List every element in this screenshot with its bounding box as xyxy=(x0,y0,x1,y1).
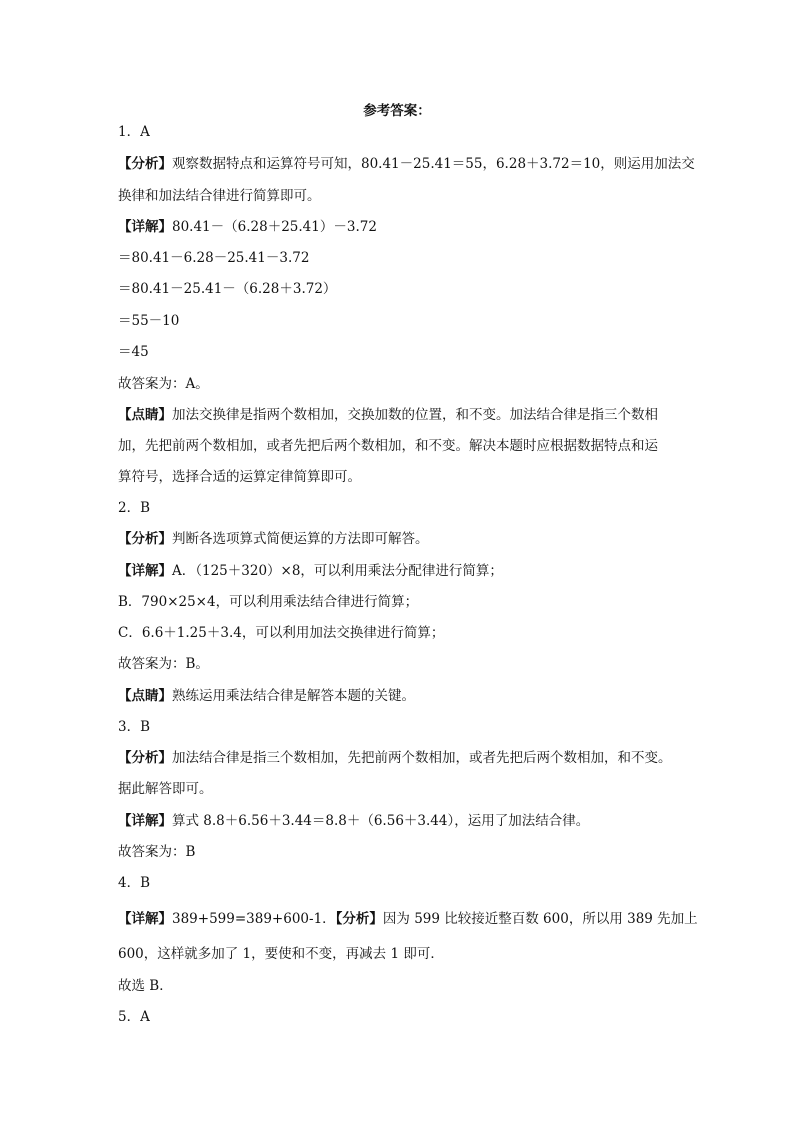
q2-analysis-line xyxy=(118,530,724,548)
q2-analysis-text: 判断各选项算式简便运算的方法即可解答。 xyxy=(172,531,429,547)
q2-detail-text-2: B．790×25×4，可以利用乘法结合律进行简算； xyxy=(118,594,419,610)
q4-analysis-text-2: 600，这样就多加了 1，要使和不变，再减去 1 即可． xyxy=(118,946,444,962)
q3-answer: 3．B xyxy=(118,719,151,735)
q3-detail-text: 算式 8.8＋6.56＋3.44＝8.8＋（6.56＋3.44），运用了加法结合律。 xyxy=(172,813,590,829)
q1-analysis-text-2: 换律和加法结合律进行简算即可。 xyxy=(118,188,321,204)
q1-detail-text: 80.41－（6.28＋25.41）－3.72 xyxy=(172,219,377,235)
analysis-tag: 【分析】 xyxy=(335,911,383,927)
q3-analysis-text-2: 据此解答即可。 xyxy=(118,781,213,797)
detail-tag: 【详解】 xyxy=(118,219,172,235)
q1-review-text-2: 加，先把前两个数相加，或者先把后两个数相加，和不变。解决本题时应根据数据特点和运 xyxy=(118,438,658,454)
detail-tag: 【详解】 xyxy=(118,563,172,579)
q1-detail-line xyxy=(118,218,724,236)
q4-analysis-text: 因为 599 比较接近整百数 600，所以用 389 先加上 xyxy=(382,911,698,927)
q1-review-line xyxy=(118,406,724,424)
q2-review-line xyxy=(118,687,724,705)
q2-detail-text: A．（125＋320）×8，可以利用乘法分配律进行简算； xyxy=(172,563,503,579)
q1-answer: 1．A xyxy=(118,124,150,140)
detail-tag: 【详解】 xyxy=(118,813,172,829)
analysis-tag: 【分析】 xyxy=(118,750,172,766)
analysis-tag: 【分析】 xyxy=(118,156,172,172)
detail-tag: 【详解】 xyxy=(118,911,172,927)
q4-answer: 4．B xyxy=(118,875,151,891)
page-title: 参考答案： xyxy=(363,103,431,119)
q1-conclusion: 故答案为：A。 xyxy=(118,376,209,392)
q3-conclusion: 故答案为：B xyxy=(118,844,196,860)
q2-conclusion: 故答案为：B。 xyxy=(118,656,209,672)
q2-detail-text-3: C．6.6＋1.25＋3.4，可以利用加法交换律进行简算； xyxy=(118,625,445,641)
q3-analysis-text: 加法结合律是指三个数相加，先把前两个数相加，或者先把后两个数相加，和不变。 xyxy=(172,750,672,766)
q4-detail-line xyxy=(118,910,724,928)
q1-review-text-3: 算符号，选择合适的运算定律简算即可。 xyxy=(118,469,361,485)
q1-step-3: ＝55－10 xyxy=(118,313,180,329)
q5-answer: 5．A xyxy=(118,1009,150,1025)
q1-analysis-line xyxy=(118,155,724,173)
q1-step-2: ＝80.41－25.41－（6.28＋3.72） xyxy=(118,281,337,297)
q2-detail-line xyxy=(118,562,724,580)
review-tag: 【点睛】 xyxy=(118,688,172,704)
review-tag: 【点睛】 xyxy=(118,407,172,423)
q4-conclusion: 故选 B． xyxy=(118,978,173,994)
q1-step-1: ＝80.41－6.28－25.41－3.72 xyxy=(118,250,310,266)
q1-step-4: ＝45 xyxy=(118,344,149,360)
q4-detail-text: 389+599=389+600-1． xyxy=(172,911,336,927)
q1-review-text: 加法交换律是指两个数相加，交换加数的位置，和不变。加法结合律是指三个数相 xyxy=(172,407,658,423)
q2-answer: 2．B xyxy=(118,500,151,516)
q3-analysis-line xyxy=(118,749,724,767)
q2-review-text: 熟练运用乘法结合律是解答本题的关键。 xyxy=(172,688,415,704)
q1-analysis-text: 观察数据特点和运算符号可知，80.41－25.41＝55，6.28＋3.72＝10，则运用加法交 xyxy=(172,156,695,172)
q3-detail-line xyxy=(118,812,724,830)
analysis-tag: 【分析】 xyxy=(118,531,172,547)
